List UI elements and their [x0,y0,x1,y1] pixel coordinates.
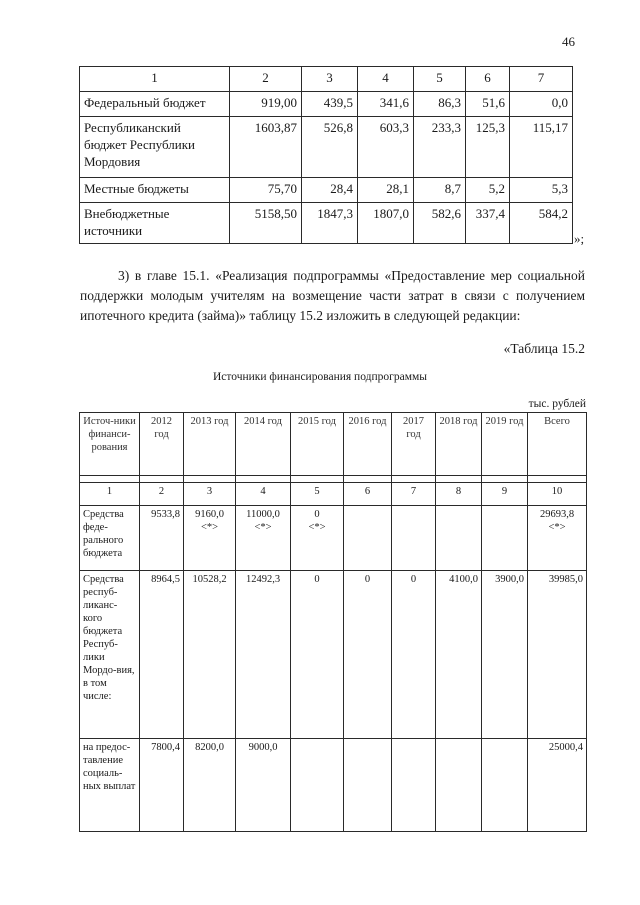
units-label: тыс. рублей [528,398,586,410]
value-cell [436,739,482,832]
column-number: 4 [236,483,291,506]
value-cell: 584,2 [510,203,573,244]
value-cell: 9533,8 [140,506,184,571]
header-cell: 2019 год [482,413,528,476]
value-cell: 10528,2 [184,571,236,739]
value-cell [392,739,436,832]
column-number: 7 [392,483,436,506]
column-number: 6 [344,483,392,506]
value-cell: 1807,0 [358,203,414,244]
value-cell: 919,00 [230,92,302,117]
column-number: 8 [436,483,482,506]
value-cell: 9160,0 <*> [184,506,236,571]
value-cell: 5158,50 [230,203,302,244]
value-cell: 4100,0 [436,571,482,739]
value-cell: 603,3 [358,117,414,178]
value-cell: 341,6 [358,92,414,117]
column-number: 9 [482,483,528,506]
value-cell [291,739,344,832]
value-cell: 233,3 [414,117,466,178]
value-cell: 115,17 [510,117,573,178]
header-cell: 1 [80,67,230,92]
value-cell [344,506,392,571]
header-gap-row [80,476,587,483]
table-header-row [80,413,587,476]
row-label: Средства феде-рального бюджета [80,506,140,571]
row-label: на предос-тавление социаль-ных выплат [80,739,140,832]
value-cell [392,506,436,571]
header-cell: 2016 год [344,413,392,476]
header-cell: Всего [528,413,587,476]
value-cell: 5,3 [510,178,573,203]
value-cell: 11000,0 <*> [236,506,291,571]
value-cell: 8200,0 [184,739,236,832]
row-label: Республиканский бюджет Республики Мордовия [80,117,230,178]
value-cell: 9000,0 [236,739,291,832]
header-cell: 3 [302,67,358,92]
value-cell [482,739,528,832]
value-cell: 12492,3 [236,571,291,739]
value-cell: 25000,4 [528,739,587,832]
funding-table-continued [79,66,573,244]
value-cell: 0,0 [510,92,573,117]
row-label: Местные бюджеты [80,178,230,203]
amendment-paragraph: 3) в главе 15.1. «Реализация подпрограммы «Предоставление мер социальной поддержки молодым учителям на возмещение части затрат в связи с получением ипотечного кредита (займа)» таблицу 15.2 изложить в следующей редакции: [80,268,585,323]
header-cell: 2012 год [140,413,184,476]
value-cell: 5,2 [466,178,510,203]
subprogram-funding-table [79,412,587,832]
value-cell: 1603,87 [230,117,302,178]
value-cell [482,506,528,571]
value-cell: 0 <*> [291,506,344,571]
page-number: 46 [562,34,575,49]
header-cell: 2017 год [392,413,436,476]
header-cell: 7 [510,67,573,92]
table-row [80,203,573,244]
header-cell: 2013 год [184,413,236,476]
value-cell: 0 [344,571,392,739]
value-cell: 0 [392,571,436,739]
value-cell: 86,3 [414,92,466,117]
value-cell: 439,5 [302,92,358,117]
value-cell: 526,8 [302,117,358,178]
value-cell: 28,4 [302,178,358,203]
header-cell: 2 [230,67,302,92]
header-cell: Источ-ники финанси-рования [80,413,140,476]
value-cell: 337,4 [466,203,510,244]
header-cell: 6 [466,67,510,92]
table-caption: Источники финансирования подпрограммы [212,371,427,383]
table-row [80,506,587,571]
table-row [80,117,573,178]
value-cell: 582,6 [414,203,466,244]
column-number: 10 [528,483,587,506]
table-row [80,739,587,832]
header-cell: 5 [414,67,466,92]
value-cell: 0 [291,571,344,739]
table-label: «Таблица 15.2 [503,341,585,356]
value-cell: 8,7 [414,178,466,203]
value-cell: 29693,8 <*> [528,506,587,571]
row-label: Средства респуб-ликанс-кого бюджета Респуб-лики Мордо-вия, в том числе: [80,571,140,739]
row-label: Внебюджетные источники [80,203,230,244]
header-cell: 4 [358,67,414,92]
value-cell [344,739,392,832]
table-closing-quote: »; [574,231,585,246]
value-cell: 125,3 [466,117,510,178]
column-number: 3 [184,483,236,506]
column-number: 1 [80,483,140,506]
value-cell: 51,6 [466,92,510,117]
value-cell: 39985,0 [528,571,587,739]
value-cell: 7800,4 [140,739,184,832]
column-number: 5 [291,483,344,506]
header-cell: 2018 год [436,413,482,476]
header-cell: 2014 год [236,413,291,476]
value-cell [436,506,482,571]
column-number: 2 [140,483,184,506]
value-cell: 75,70 [230,178,302,203]
row-label: Федеральный бюджет [80,92,230,117]
value-cell: 1847,3 [302,203,358,244]
value-cell: 3900,0 [482,571,528,739]
value-cell: 8964,5 [140,571,184,739]
table-header-row [80,67,573,92]
table-row [80,92,573,117]
header-cell: 2015 год [291,413,344,476]
table-row [80,571,587,739]
value-cell: 28,1 [358,178,414,203]
table-row [80,178,573,203]
column-number-row [80,483,587,506]
